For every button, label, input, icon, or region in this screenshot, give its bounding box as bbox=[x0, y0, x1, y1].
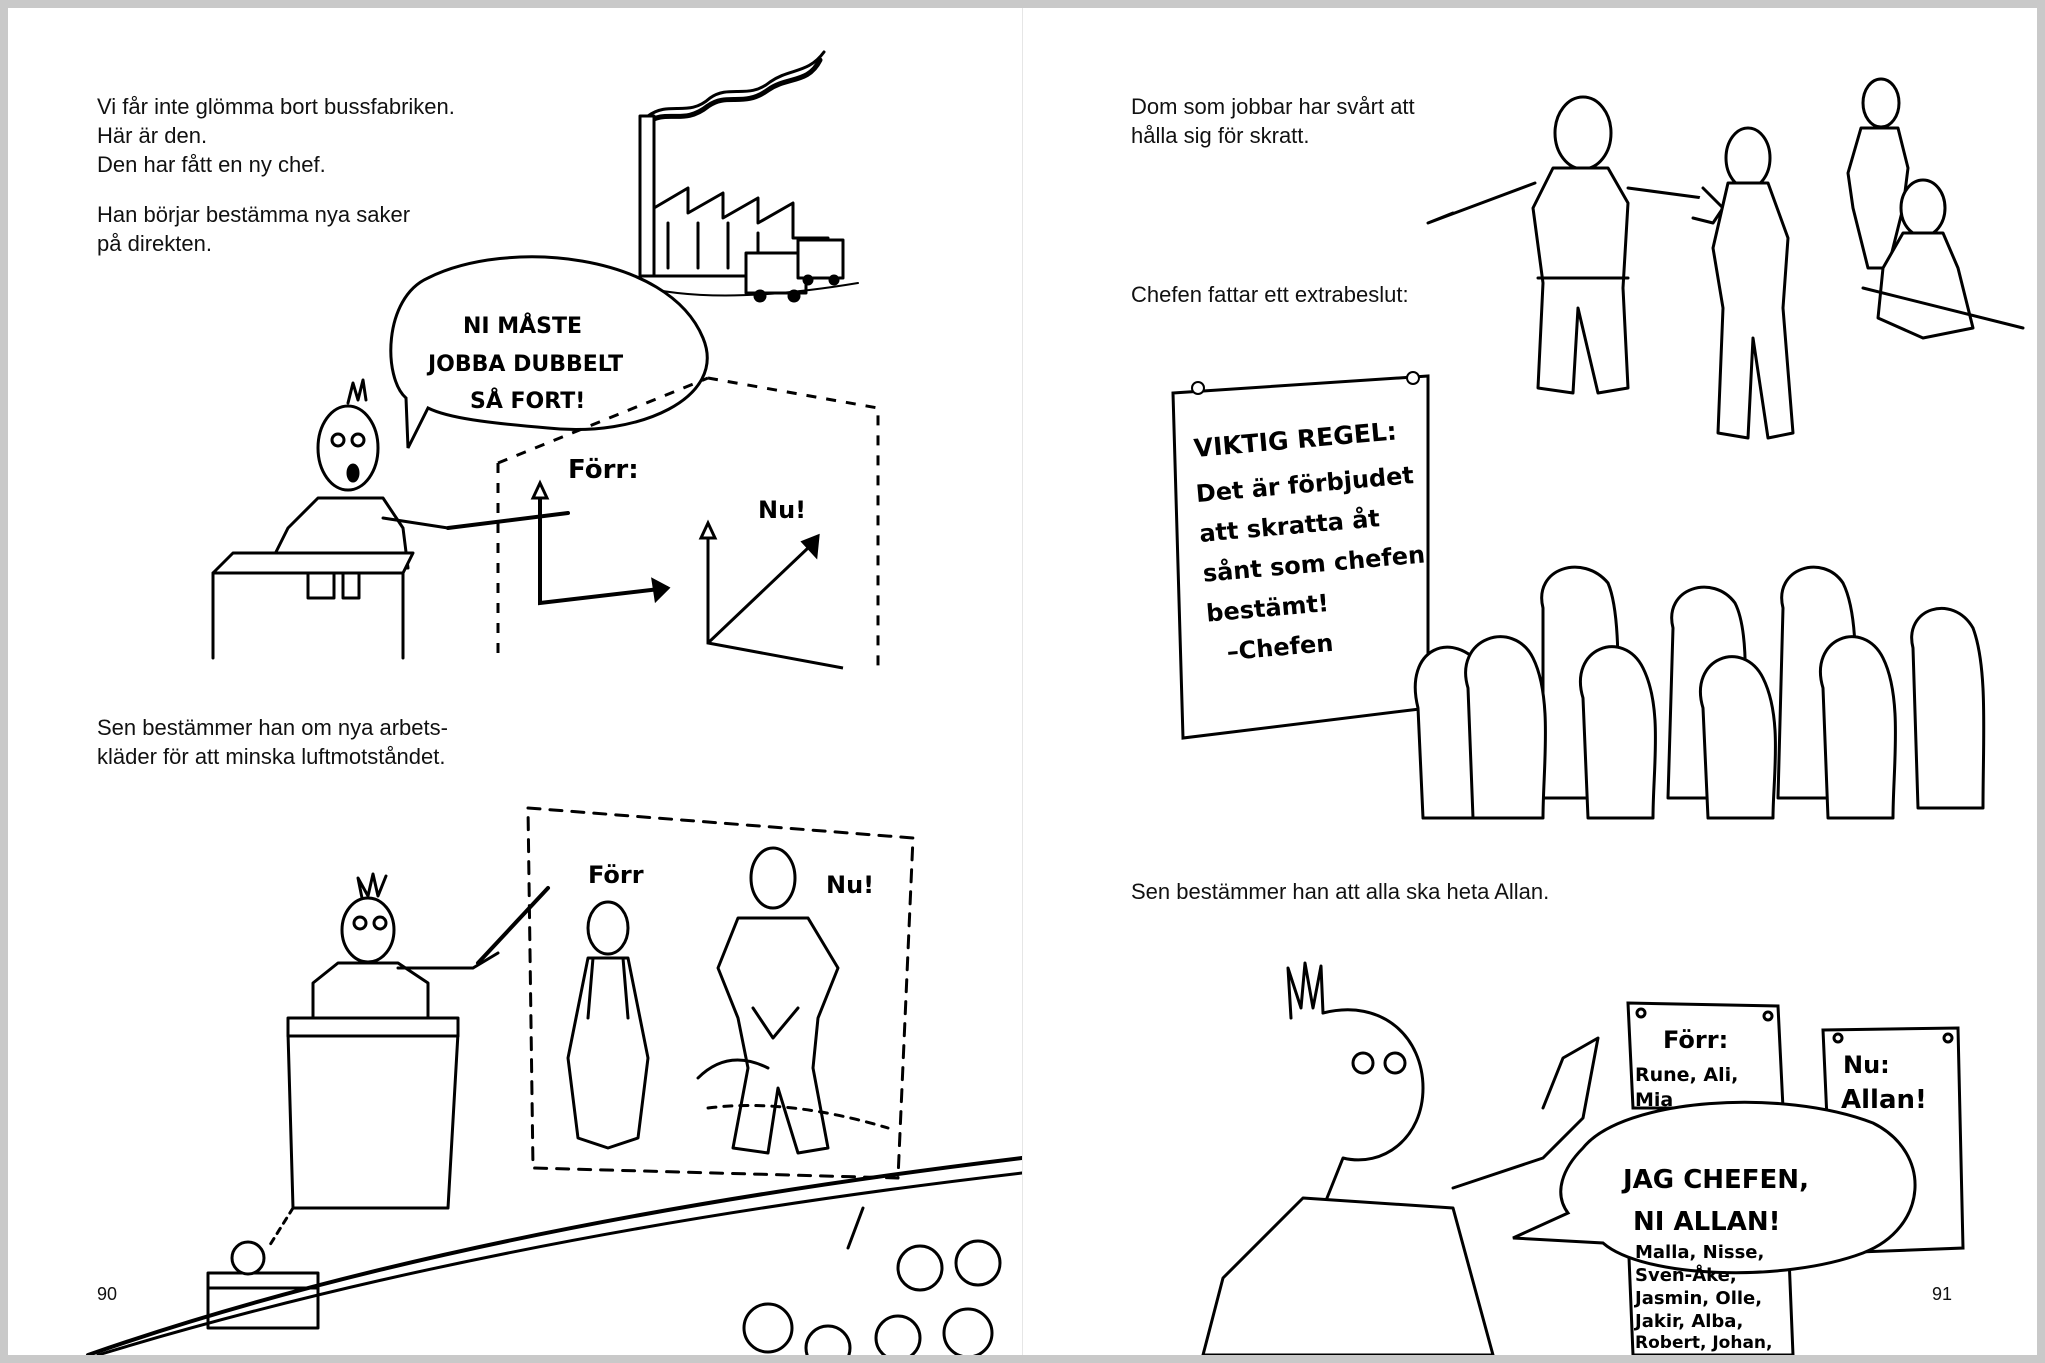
chart-now-label: Nu! bbox=[758, 496, 807, 524]
book-spread bbox=[8, 8, 2037, 1355]
hooded-crowd bbox=[1415, 567, 1984, 818]
list-name-5: Robert, Johan, bbox=[1635, 1333, 1773, 1353]
list-before-top-1: Rune, Ali, bbox=[1635, 1064, 1739, 1086]
poster-before-label: Förr bbox=[588, 861, 644, 889]
list-now-name: Allan! bbox=[1841, 1085, 1927, 1115]
list-name-1: Malla, Nisse, bbox=[1635, 1242, 1765, 1263]
list-before-top-2: Mia bbox=[1635, 1089, 1674, 1111]
bus-factory-illustration bbox=[628, 52, 858, 301]
left-text-workwear: Sen bestämmer han om nya arbets- kläder för att minska luftmotståndet. bbox=[97, 715, 448, 769]
bubble-line-3: SÅ FORT! bbox=[470, 389, 586, 414]
sign-line-2: Det är förbjudet bbox=[1194, 461, 1415, 509]
boss-naming-allan bbox=[1203, 963, 1598, 1355]
boss-presenting-workwear bbox=[208, 808, 913, 1328]
right-text-extra-decision: Chefen fattar ett extrabeslut: bbox=[1131, 282, 1409, 307]
sign-signature: –Chefen bbox=[1225, 628, 1335, 666]
sign-line-5: bestämt! bbox=[1205, 589, 1330, 628]
sign-line-3: att skratta åt bbox=[1198, 504, 1381, 548]
sign-title: VIKTIG REGEL: bbox=[1192, 416, 1398, 464]
right-text-laughing: Dom som jobbar har svårt att hålla sig för skratt. bbox=[1131, 94, 1415, 148]
bubble-line-1: NI MÅSTE bbox=[463, 314, 583, 339]
left-text-intro: Vi får inte glömma bort bussfabriken. Här är den. Den har fått en ny chef. bbox=[97, 94, 455, 177]
left-page-illustrations bbox=[8, 8, 1022, 1355]
chart-before-label: Förr: bbox=[568, 455, 639, 485]
page-number-left: 90 bbox=[97, 1284, 118, 1304]
bubble-allan-line-1: JAG CHEFEN, bbox=[1623, 1165, 1809, 1195]
list-name-3: Jasmin, Olle, bbox=[1635, 1288, 1763, 1309]
workers-in-new-suits bbox=[1428, 79, 2023, 438]
bubble-allan-line-2: NI ALLAN! bbox=[1633, 1207, 1781, 1237]
list-name-4: Jakir, Alba, bbox=[1635, 1311, 1744, 1332]
bubble-line-2: JOBBA DUBBELT bbox=[428, 352, 624, 377]
list-before-title: Förr: bbox=[1663, 1026, 1729, 1054]
right-page-illustrations bbox=[1023, 8, 2037, 1355]
rule-sign bbox=[1173, 372, 1433, 738]
poster-now-label: Nu! bbox=[826, 871, 875, 899]
right-page bbox=[1023, 8, 2037, 1355]
sign-line-4: sånt som chefen bbox=[1201, 540, 1427, 588]
left-text-decisions: Han börjar bestämma nya saker på direkten. bbox=[97, 202, 411, 256]
list-now-title: Nu: bbox=[1843, 1051, 1890, 1079]
page-number-right: 91 bbox=[1932, 1284, 1953, 1304]
left-page bbox=[8, 8, 1022, 1355]
right-text-allan: Sen bestämmer han att alla ska heta Allan. bbox=[1131, 879, 1550, 904]
list-name-2: Sven-Åke, bbox=[1635, 1265, 1737, 1286]
speech-bubble-double-work bbox=[391, 257, 707, 448]
